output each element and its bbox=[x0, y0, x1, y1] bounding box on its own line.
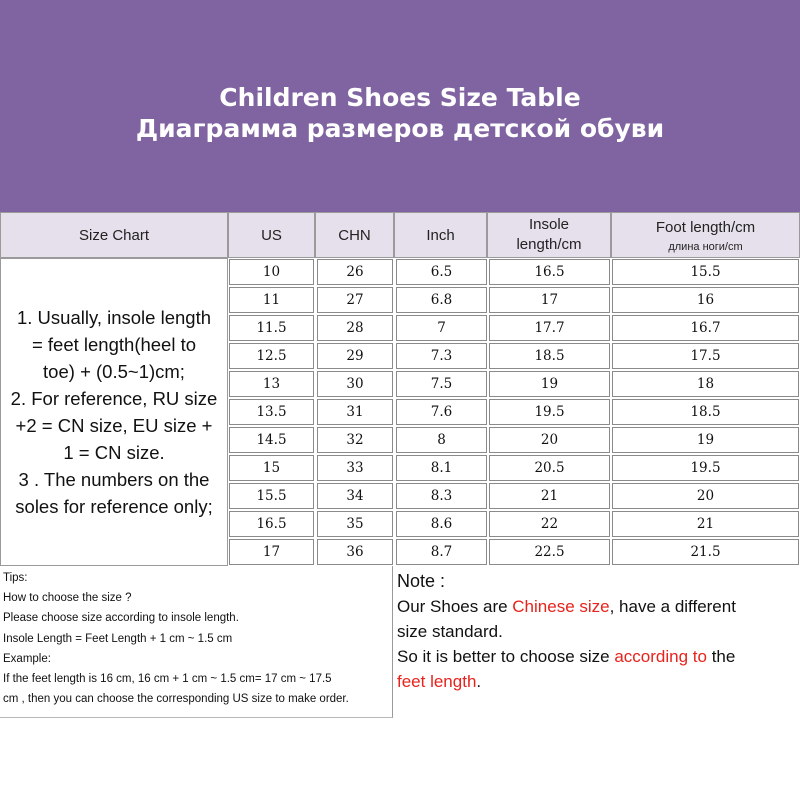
cell-insole: 20 bbox=[489, 427, 610, 453]
size-note-line: +2 = CN size, EU size + bbox=[15, 415, 213, 436]
cell-us: 14.5 bbox=[229, 427, 314, 453]
header-size-chart bbox=[0, 212, 228, 258]
cell-inch: 8.1 bbox=[396, 455, 487, 481]
header-foot-line1: Foot length/cm bbox=[655, 218, 756, 236]
size-notes bbox=[11, 304, 218, 520]
cell-insole: 17 bbox=[489, 287, 610, 313]
header-size-chart-label: Size Chart bbox=[78, 226, 150, 244]
header-foot bbox=[611, 212, 800, 258]
cell-chn: 32 bbox=[317, 427, 393, 453]
note-highlight: Chinese size bbox=[512, 597, 610, 616]
cell-foot: 16 bbox=[612, 287, 799, 313]
tips-example-line1: If the feet length is 16 cm, 16 cm + 1 cm ~ 1.5 cm= 17 cm ~ 17.5 bbox=[3, 673, 332, 686]
cell-foot: 18.5 bbox=[612, 399, 799, 425]
cell-insole: 16.5 bbox=[489, 259, 610, 285]
tips-formula: Insole Length = Feet Length + 1 cm ~ 1.5 cm bbox=[3, 632, 233, 645]
cell-inch: 8.3 bbox=[396, 483, 487, 509]
cell-foot: 21 bbox=[612, 511, 799, 537]
header-inch bbox=[394, 212, 487, 258]
cell-foot: 17.5 bbox=[612, 343, 799, 369]
header-insole bbox=[487, 212, 611, 258]
title-russian: Диаграмма размеров детской обуви bbox=[135, 114, 665, 143]
cell-chn: 27 bbox=[317, 287, 393, 313]
header-insole-line1: Insole bbox=[528, 216, 570, 233]
cell-inch: 7 bbox=[396, 315, 487, 341]
cell-foot: 18 bbox=[612, 371, 799, 397]
header-foot-line2: длина ноги/cm bbox=[668, 240, 743, 253]
tips-example-line2: cm , then you can choose the corresponding US size to make order. bbox=[3, 693, 349, 706]
cell-insole: 22.5 bbox=[489, 539, 610, 565]
cell-chn: 30 bbox=[317, 371, 393, 397]
cell-us: 11 bbox=[229, 287, 314, 313]
cell-insole: 21 bbox=[489, 483, 610, 509]
cell-chn: 35 bbox=[317, 511, 393, 537]
header-us bbox=[228, 212, 315, 258]
cell-us: 12.5 bbox=[229, 343, 314, 369]
size-table bbox=[0, 212, 800, 566]
cell-us: 10 bbox=[229, 259, 314, 285]
header-chn bbox=[315, 212, 394, 258]
cell-us: 17 bbox=[229, 539, 314, 565]
cell-foot: 20 bbox=[612, 483, 799, 509]
title-english: Children Shoes Size Table bbox=[219, 83, 581, 112]
cell-inch: 6.5 bbox=[396, 259, 487, 285]
note-text: Our Shoes are bbox=[397, 597, 513, 616]
cell-foot: 15.5 bbox=[612, 259, 799, 285]
cell-foot: 19 bbox=[612, 427, 799, 453]
size-note-line: toe) + (0.5~1)cm; bbox=[43, 361, 185, 382]
cell-foot: 16.7 bbox=[612, 315, 799, 341]
note-title: Note : bbox=[397, 571, 446, 591]
cell-chn: 34 bbox=[317, 483, 393, 509]
cell-inch: 7.6 bbox=[396, 399, 487, 425]
tips-choose: Please choose size according to insole length. bbox=[3, 612, 239, 625]
cell-inch: 8.6 bbox=[396, 511, 487, 537]
cell-us: 13 bbox=[229, 371, 314, 397]
cell-us: 11.5 bbox=[229, 315, 314, 341]
note-line-4 bbox=[397, 669, 800, 694]
title-banner bbox=[0, 0, 800, 212]
size-note-line: soles for reference only; bbox=[15, 496, 213, 517]
cell-chn: 29 bbox=[317, 343, 393, 369]
header-inch-label: Inch bbox=[426, 226, 455, 244]
cell-insole: 19.5 bbox=[489, 399, 610, 425]
header-insole-line2: length/cm bbox=[516, 236, 582, 253]
cell-foot: 21.5 bbox=[612, 539, 799, 565]
size-notes-cell bbox=[0, 258, 228, 566]
note-section bbox=[393, 566, 800, 718]
tips-example-label: Example: bbox=[3, 652, 51, 665]
cell-insole: 20.5 bbox=[489, 455, 610, 481]
header-chn-label: CHN bbox=[338, 226, 371, 244]
note-text: So it is better to choose size bbox=[397, 647, 615, 666]
note-line-1 bbox=[397, 594, 800, 619]
cell-us: 13.5 bbox=[229, 399, 314, 425]
cell-chn: 31 bbox=[317, 399, 393, 425]
cell-us: 16.5 bbox=[229, 511, 314, 537]
note-text: , have a different bbox=[609, 597, 736, 616]
cell-inch: 6.8 bbox=[396, 287, 487, 313]
header-us-label: US bbox=[261, 226, 282, 244]
tips-section bbox=[0, 566, 393, 718]
size-note-line: 3 . The numbers on the bbox=[18, 469, 210, 490]
size-note-line: 1 = CN size. bbox=[63, 442, 165, 463]
cell-insole: 19 bbox=[489, 371, 610, 397]
note-text: . bbox=[476, 672, 482, 691]
note-line-2 bbox=[397, 619, 800, 644]
cell-us: 15 bbox=[229, 455, 314, 481]
tips-how: How to choose the size ? bbox=[3, 592, 132, 605]
note-text: the bbox=[706, 647, 736, 666]
note-highlight: according to bbox=[614, 647, 707, 666]
cell-insole: 22 bbox=[489, 511, 610, 537]
cell-insole: 18.5 bbox=[489, 343, 610, 369]
cell-chn: 33 bbox=[317, 455, 393, 481]
size-note-line: = feet length(heel to bbox=[31, 334, 197, 355]
size-note-line: 1. Usually, insole length bbox=[16, 307, 211, 328]
size-note-line: 2. For reference, RU size bbox=[10, 388, 218, 409]
note-line-3 bbox=[397, 644, 800, 669]
cell-chn: 36 bbox=[317, 539, 393, 565]
cell-inch: 7.5 bbox=[396, 371, 487, 397]
note-text: size standard. bbox=[397, 622, 503, 641]
cell-inch: 7.3 bbox=[396, 343, 487, 369]
tips-label: Tips: bbox=[3, 572, 28, 584]
cell-inch: 8.7 bbox=[396, 539, 487, 565]
cell-chn: 26 bbox=[317, 259, 393, 285]
cell-foot: 19.5 bbox=[612, 455, 799, 481]
cell-chn: 28 bbox=[317, 315, 393, 341]
cell-inch: 8 bbox=[396, 427, 487, 453]
cell-insole: 17.7 bbox=[489, 315, 610, 341]
note-highlight: feet length bbox=[397, 672, 477, 691]
cell-us: 15.5 bbox=[229, 483, 314, 509]
